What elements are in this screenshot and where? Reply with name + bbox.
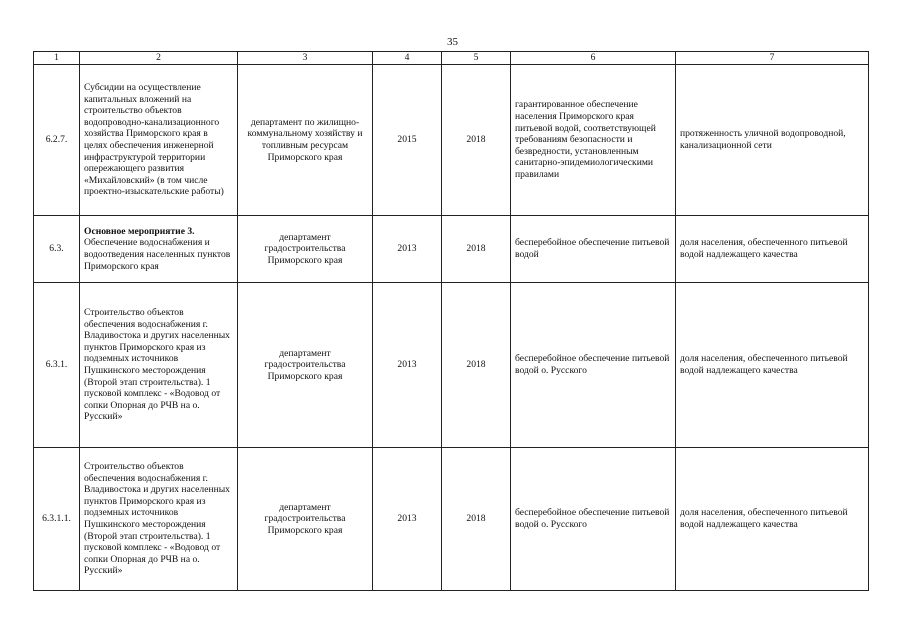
start-year: 2013: [373, 448, 442, 591]
executor: департамент градостроительства Приморского края: [238, 448, 373, 591]
measure-name-text: Строительство объектов обеспечения водоснабжения г. Владивостока и других населенных пунктов Приморского края из подземных источников Пушкинского месторождения (Второй этап строительства). 1 пусковой комплекс - «Водовод от сопки Опорная до РЧВ на о. Русский»: [84, 461, 230, 577]
expected-result: бесперебойное обеспечение питьевой водой о. Русского: [511, 283, 676, 448]
column-header-6: 6: [511, 52, 676, 65]
measure-name: [80, 283, 238, 448]
header-row: [34, 52, 869, 65]
table-row: [34, 216, 869, 283]
measures-table: [33, 51, 869, 591]
column-header-5: 5: [442, 52, 511, 65]
column-header-4: 4: [373, 52, 442, 65]
measure-name-text: Субсидии на осуществление капитальных вложений на строительство объектов водопроводно-канализационного хозяйства Приморского края в целях обеспечения инженерной инфраструктурой территории опережающего развития «Михайловский» (в том числе проектно-изыскательские работы): [84, 82, 224, 198]
row-number: 6.3.1.: [34, 283, 80, 448]
measure-name: [80, 448, 238, 591]
end-year: 2018: [442, 448, 511, 591]
indicator: доля населения, обеспеченного питьевой водой надлежащего качества: [676, 283, 869, 448]
column-header-7: 7: [676, 52, 869, 65]
executor: департамент градостроительства Приморского края: [238, 216, 373, 283]
end-year: 2018: [442, 65, 511, 216]
executor: департамент градостроительства Приморского края: [238, 283, 373, 448]
row-number: 6.2.7.: [34, 65, 80, 216]
executor: департамент по жилищно-коммунальному хозяйству и топливным ресурсам Приморского края: [238, 65, 373, 216]
column-header-1: 1: [34, 52, 80, 65]
start-year: 2013: [373, 216, 442, 283]
expected-result: бесперебойное обеспечение питьевой водой: [511, 216, 676, 283]
table-row: [34, 65, 869, 216]
measure-title: Основное мероприятие 3.: [84, 225, 195, 237]
end-year: 2018: [442, 283, 511, 448]
measure-name: [80, 216, 238, 283]
measure-name-text: Строительство объектов обеспечения водоснабжения г. Владивостока и других населенных пунктов Приморского края из подземных источников Пушкинского месторождения (Второй этап строительства). 1 пусковой комплекс - «Водовод от сопки Опорная до РЧВ на о. Русский»: [84, 307, 230, 423]
start-year: 2013: [373, 283, 442, 448]
indicator: доля населения, обеспеченного питьевой водой надлежащего качества: [676, 448, 869, 591]
indicator: протяженность уличной водопроводной, канализационной сети: [676, 65, 869, 216]
measure-name-text: Обеспечение водоснабжения и водоотведения населенных пунктов Приморского края: [84, 237, 231, 272]
column-header-3: 3: [238, 52, 373, 65]
row-number: 6.3.1.1.: [34, 448, 80, 591]
start-year: 2015: [373, 65, 442, 216]
expected-result: гарантированное обеспечение населения Приморского края питьевой водой, соответствующей требованиям безопасности и безвредности, установленным санитарно-эпидемиологическими правилами: [511, 65, 676, 216]
expected-result: бесперебойное обеспечение питьевой водой о. Русского: [511, 448, 676, 591]
indicator: доля населения, обеспеченного питьевой водой надлежащего качества: [676, 216, 869, 283]
table-row: [34, 448, 869, 591]
page-number: 35: [447, 36, 458, 48]
column-header-2: 2: [80, 52, 238, 65]
measure-name: [80, 65, 238, 216]
end-year: 2018: [442, 216, 511, 283]
table-row: [34, 283, 869, 448]
row-number: 6.3.: [34, 216, 80, 283]
